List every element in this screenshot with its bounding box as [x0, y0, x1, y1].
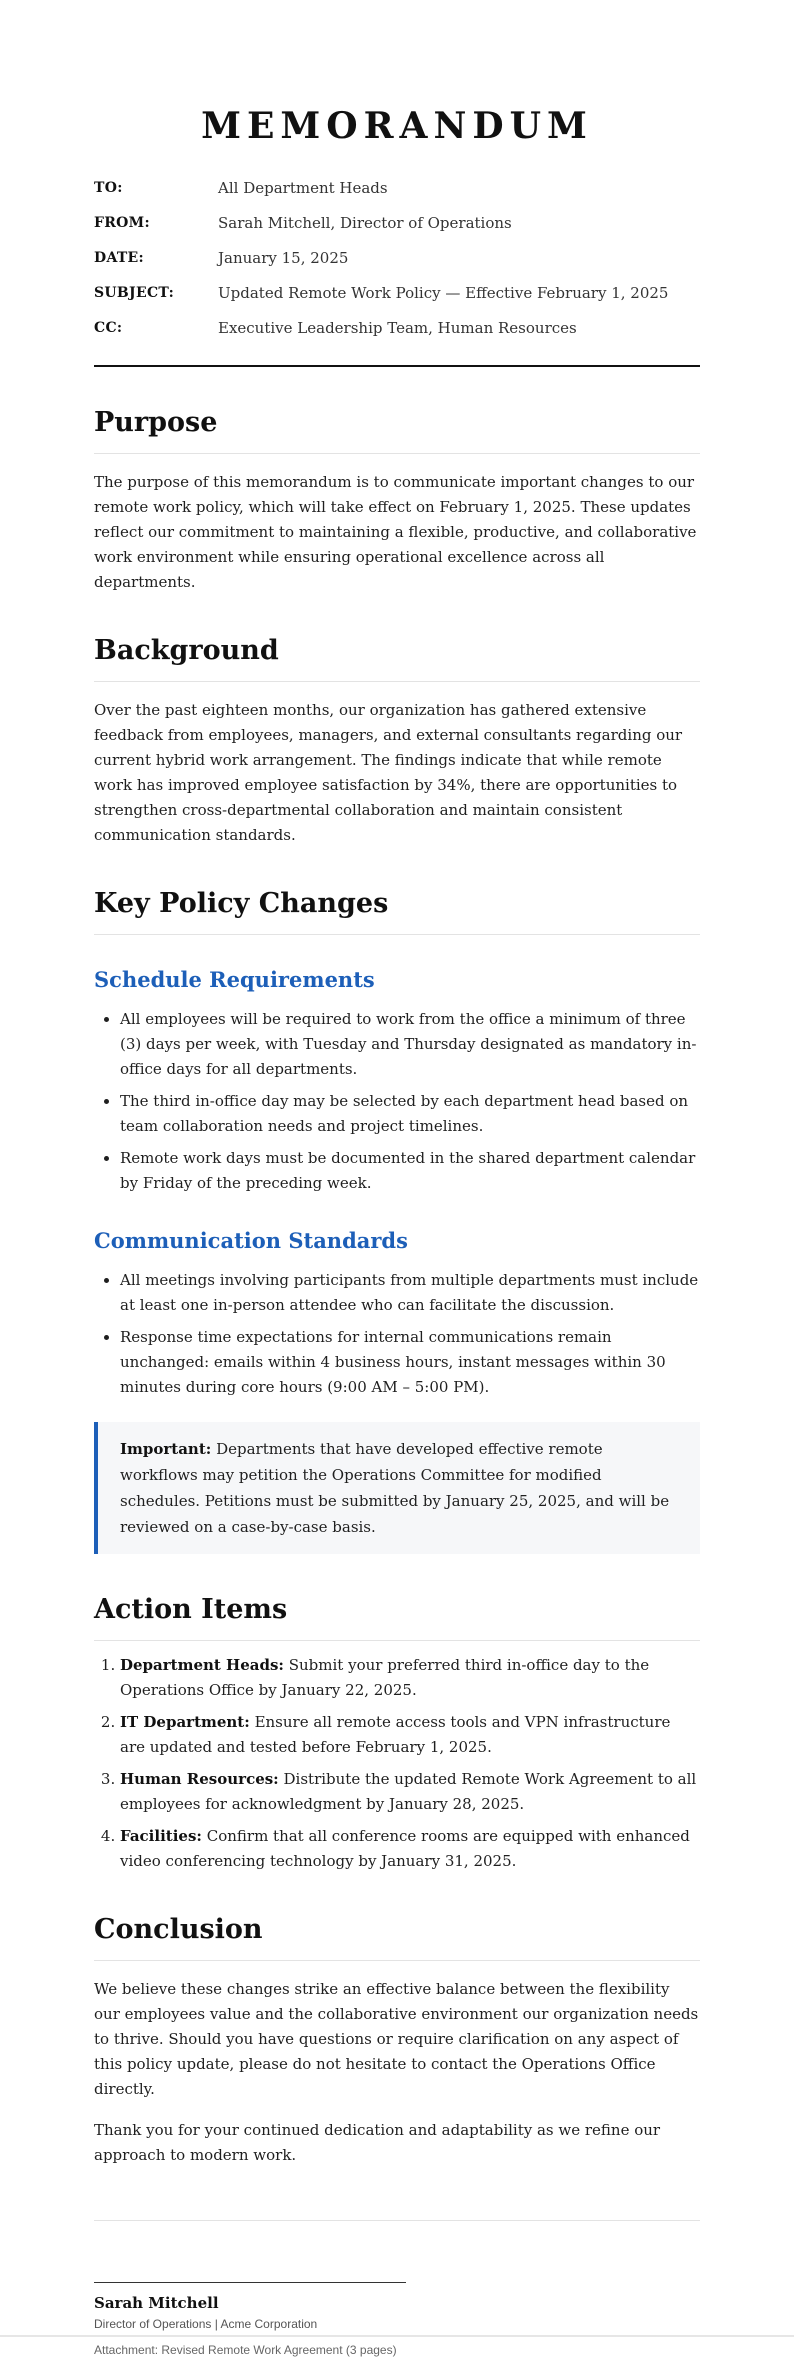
communication-standards-list	[94, 1268, 700, 1400]
action-items-section	[94, 1592, 700, 1874]
list-item	[120, 1824, 700, 1874]
schedule-requirements-list	[94, 1007, 700, 1196]
background-section	[94, 633, 700, 848]
action-owner: IT Department:	[120, 1713, 250, 1731]
field-value: January 15, 2025	[218, 249, 349, 267]
signature-title: Director of Operations | Acme Corporation	[94, 2317, 318, 2331]
purpose-section	[94, 405, 700, 595]
list-item: • All meetings involving participants from multiple departments must include at least one in-person attendee who can facilitate the discussion.	[120, 1268, 700, 1318]
field-label: CC:	[94, 320, 123, 336]
section-heading-action-items: Action Items	[94, 1592, 700, 1641]
action-owner: Human Resources:	[120, 1770, 279, 1788]
action-owner: Department Heads:	[120, 1656, 284, 1674]
subheading-communication-standards: Communication Standards	[94, 1228, 408, 1253]
field-value: Executive Leadership Team, Human Resources	[218, 319, 577, 337]
list-item	[120, 1710, 700, 1760]
section-heading-key-policy-changes: Key Policy Changes	[94, 886, 700, 935]
field-to	[94, 178, 700, 213]
signature-name: Sarah Mitchell	[94, 2294, 219, 2312]
action-text: Submit your preferred third in-office day to the Operations Office by January 22, 2025.	[120, 1656, 650, 1699]
conclusion-section	[94, 1912, 700, 2168]
action-items-list	[94, 1653, 700, 1874]
field-cc	[94, 318, 700, 353]
field-label: SUBJECT:	[94, 285, 175, 301]
background-paragraph: Over the past eighteen months, our organization has gathered extensive feedback from employees, managers, and external consultants regarding our current hybrid work arrangement. The findings indicate that while remote work has improved employee satisfaction by 34%, there are opportunities to strengthen cross-departmental collaboration and maintain consistent communication standards.	[94, 701, 683, 844]
action-owner: Facilities:	[120, 1827, 202, 1845]
field-label: FROM:	[94, 215, 150, 231]
field-subject	[94, 283, 700, 318]
header-divider	[94, 365, 700, 367]
field-date	[94, 248, 700, 283]
action-text: Ensure all remote access tools and VPN infrastructure are updated and tested before February 1, 2025.	[120, 1713, 671, 1756]
section-heading-background: Background	[94, 633, 700, 682]
list-item	[120, 1767, 700, 1817]
signature-divider	[94, 2220, 700, 2221]
field-value: All Department Heads	[218, 179, 388, 197]
action-text: Confirm that all conference rooms are equipped with enhanced video conferencing technology by January 31, 2025.	[120, 1827, 690, 1870]
subheading-schedule-requirements: Schedule Requirements	[94, 967, 375, 992]
conclusion-paragraph: Thank you for your continued dedication and adaptability as we refine our approach to modern work.	[94, 2121, 661, 2164]
field-value: Updated Remote Work Policy — Effective February 1, 2025	[218, 284, 669, 302]
key-policy-changes-section	[94, 886, 700, 1554]
field-label: TO:	[94, 180, 123, 196]
list-item: • Remote work days must be documented in the shared department calendar by Friday of the preceding week.	[120, 1146, 700, 1196]
action-text: Distribute the updated Remote Work Agreement to all employees for acknowledgment by January 28, 2025.	[120, 1770, 697, 1813]
section-heading-purpose: Purpose	[94, 405, 700, 454]
list-item: • All employees will be required to work from the office a minimum of three (3) days per week, with Tuesday and Thursday designated as mandatory in-office days for all departments.	[120, 1007, 700, 1082]
field-label: DATE:	[94, 250, 144, 266]
memo-title: MEMORANDUM	[201, 105, 593, 147]
signature-line	[94, 2282, 406, 2283]
field-from	[94, 213, 700, 248]
signature-block	[94, 2282, 700, 2359]
list-item: • Response time expectations for internal communications remain unchanged: emails within 4 business hours, instant messages within 30 minutes during core hours (9:00 AM – 5:00 PM).	[120, 1325, 700, 1400]
list-item	[120, 1653, 700, 1703]
attachment-note: Attachment: Revised Remote Work Agreement (3 pages)	[94, 2343, 397, 2357]
callout-label: Important:	[120, 1440, 212, 1458]
memo-header-fields	[94, 178, 700, 353]
important-callout	[94, 1422, 700, 1554]
conclusion-paragraph: We believe these changes strike an effective balance between the flexibility our employees value and the collaborative environment our organization needs to thrive. Should you have questions or require clarification on any aspect of this policy update, please do not hesitate to contact the Operations Office directly.	[94, 1980, 699, 2098]
callout-text: Departments that have developed effective remote workflows may petition the Operations Committee for modified schedules. Petitions must be submitted by January 25, 2025, and will be reviewed on a case-by-case basis.	[120, 1440, 670, 1536]
purpose-paragraph: The purpose of this memorandum is to communicate important changes to our remote work policy, which will take effect on February 1, 2025. These updates reflect our commitment to maintaining a flexible, productive, and collaborative work environment while ensuring operational excellence across all departments.	[94, 473, 697, 591]
section-heading-conclusion: Conclusion	[94, 1912, 700, 1961]
field-value: Sarah Mitchell, Director of Operations	[218, 214, 512, 232]
list-item: • The third in-office day may be selected by each department head based on team collaboration needs and project timelines.	[120, 1089, 700, 1139]
